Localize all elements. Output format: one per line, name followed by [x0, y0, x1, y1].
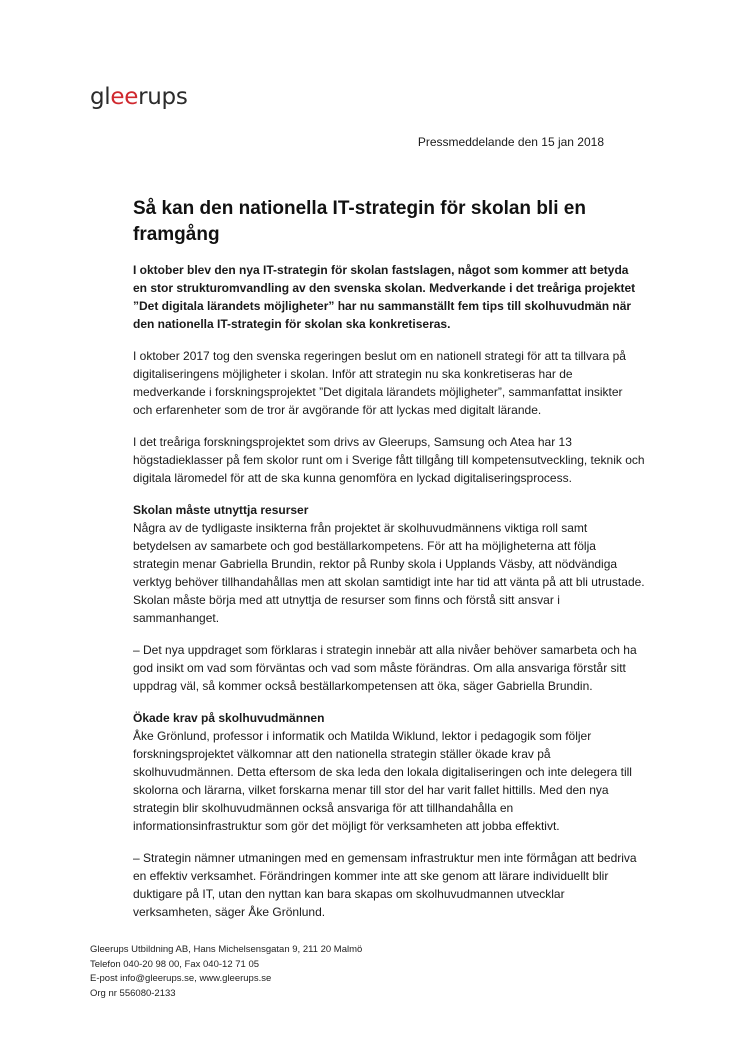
- section-heading-requirements: Ökade krav på skolhuvudmännen: [133, 711, 325, 726]
- press-release-date: Pressmeddelande den 15 jan 2018: [417, 135, 604, 149]
- logo-text-end: rups: [138, 84, 188, 110]
- article-lead: I oktober blev den nya IT-strategin för skolan fastslagen, något som kommer att betyda en stor strukturomvandling av den svenska skolan. Medverkande i det treåriga projektet ”Det digitala lärandets möjligheter” har nu sammanställt fem tips till skolhuvudmän när den nationella IT-strategin för skolan ska konkretiseras.: [133, 263, 636, 332]
- body-paragraph-2: I det treåriga forskningsprojektet som drivs av Gleerups, Samsung och Atea har 13 högstadieklasser på fem skolor runt om i Sverige fått tillgång till kompetensutveckling, teknik och digitala läromedel för att de ska kunna genomföra en lyckad digitaliseringsprocess.: [133, 435, 645, 486]
- footer-email: E-post info@gleerups.se, www.gleerups.se: [90, 973, 272, 985]
- footer-address: Gleerups Utbildning AB, Hans Michelsensgatan 9, 211 20 Malmö: [90, 944, 363, 955]
- section1-paragraph-1: Några av de tydligaste insikterna från projektet är skolhuvudmännens viktiga roll samt betydelsen av samarbete och god beställarkompetens. För att ha möjligheterna att följa strategin menar Gabriella Brundin, rektor på Runby skola i Upplands Väsby, att nödvändiga verktyg behöver tillhandahållas men att skolan samtidigt inte har tid att vänta på att bli utrustade. Skolan måste börja med att utnyttja de resurser som finns och förstå sitt ansvar i sammanhanget.: [133, 521, 645, 626]
- footer-org-number: Org nr 556080-2133: [90, 988, 176, 1000]
- company-footer: [90, 943, 362, 1002]
- article-title: Så kan den nationella IT-strategin för skolan bli en framgång: [133, 198, 586, 245]
- section2-paragraph-1: Åke Grönlund, professor i informatik och Matilda Wiklund, lektor i pedagogik som följer forskningsprojektet välkomnar att den nationella strategin ställer ökade krav på skolhuvudmännen. Detta eftersom de ska leda den lokala digitaliseringen och inte delegera till skolorna och lärarna, vilket forskarna menar till stor del har varit fallet hittills. Med den nya strategin blir skolhuvudmännen också ansvariga för att tillhandahålla en informationsinfrastruktur som gör det möjligt för verksamheten att jobba effektivt.: [133, 729, 632, 834]
- logo-text-accent: ee: [110, 84, 139, 110]
- gleerups-logo: [90, 86, 188, 109]
- footer-phone: Telefon 040-20 98 00, Fax 040-12 71 05: [90, 958, 260, 970]
- section2-quote: – Strategin nämner utmaningen med en gemensam infrastruktur men inte förmågan att bedriva en effektiv verksamhet. Förändringen kommer inte att ske genom att lärare individuellt blir duktigare på IT, utan den nyttan kan bara skapas om skolhuvudmannen utvecklar verksamheten, säger Åke Grönlund.: [133, 851, 637, 920]
- logo-text-start: gl: [90, 84, 111, 110]
- body-paragraph-1: I oktober 2017 tog den svenska regeringen beslut om en nationell strategi för att ta tillvara på digitaliseringens möjligheter i skolan. Inför att strategin nu ska konkretiseras har de medverkande i forskningsprojektet ”Det digitala lärandets möjligheter”, sammanfattat insikter och erfarenheter som de tror är avgörande för att lyckas med digitalt lärande.: [133, 349, 626, 418]
- section-heading-resources: Skolan måste utnyttja resurser: [133, 503, 309, 518]
- section1-quote: – Det nya uppdraget som förklaras i strategin innebär att alla nivåer behöver samarbeta och ha god insikt om vad som förväntas och vad som måste förändras. Om alla ansvariga förstår sitt uppdrag väl, så kommer också beställarkompetensen att öka, säger Gabriella Brundin.: [133, 643, 637, 694]
- article: [133, 196, 645, 935]
